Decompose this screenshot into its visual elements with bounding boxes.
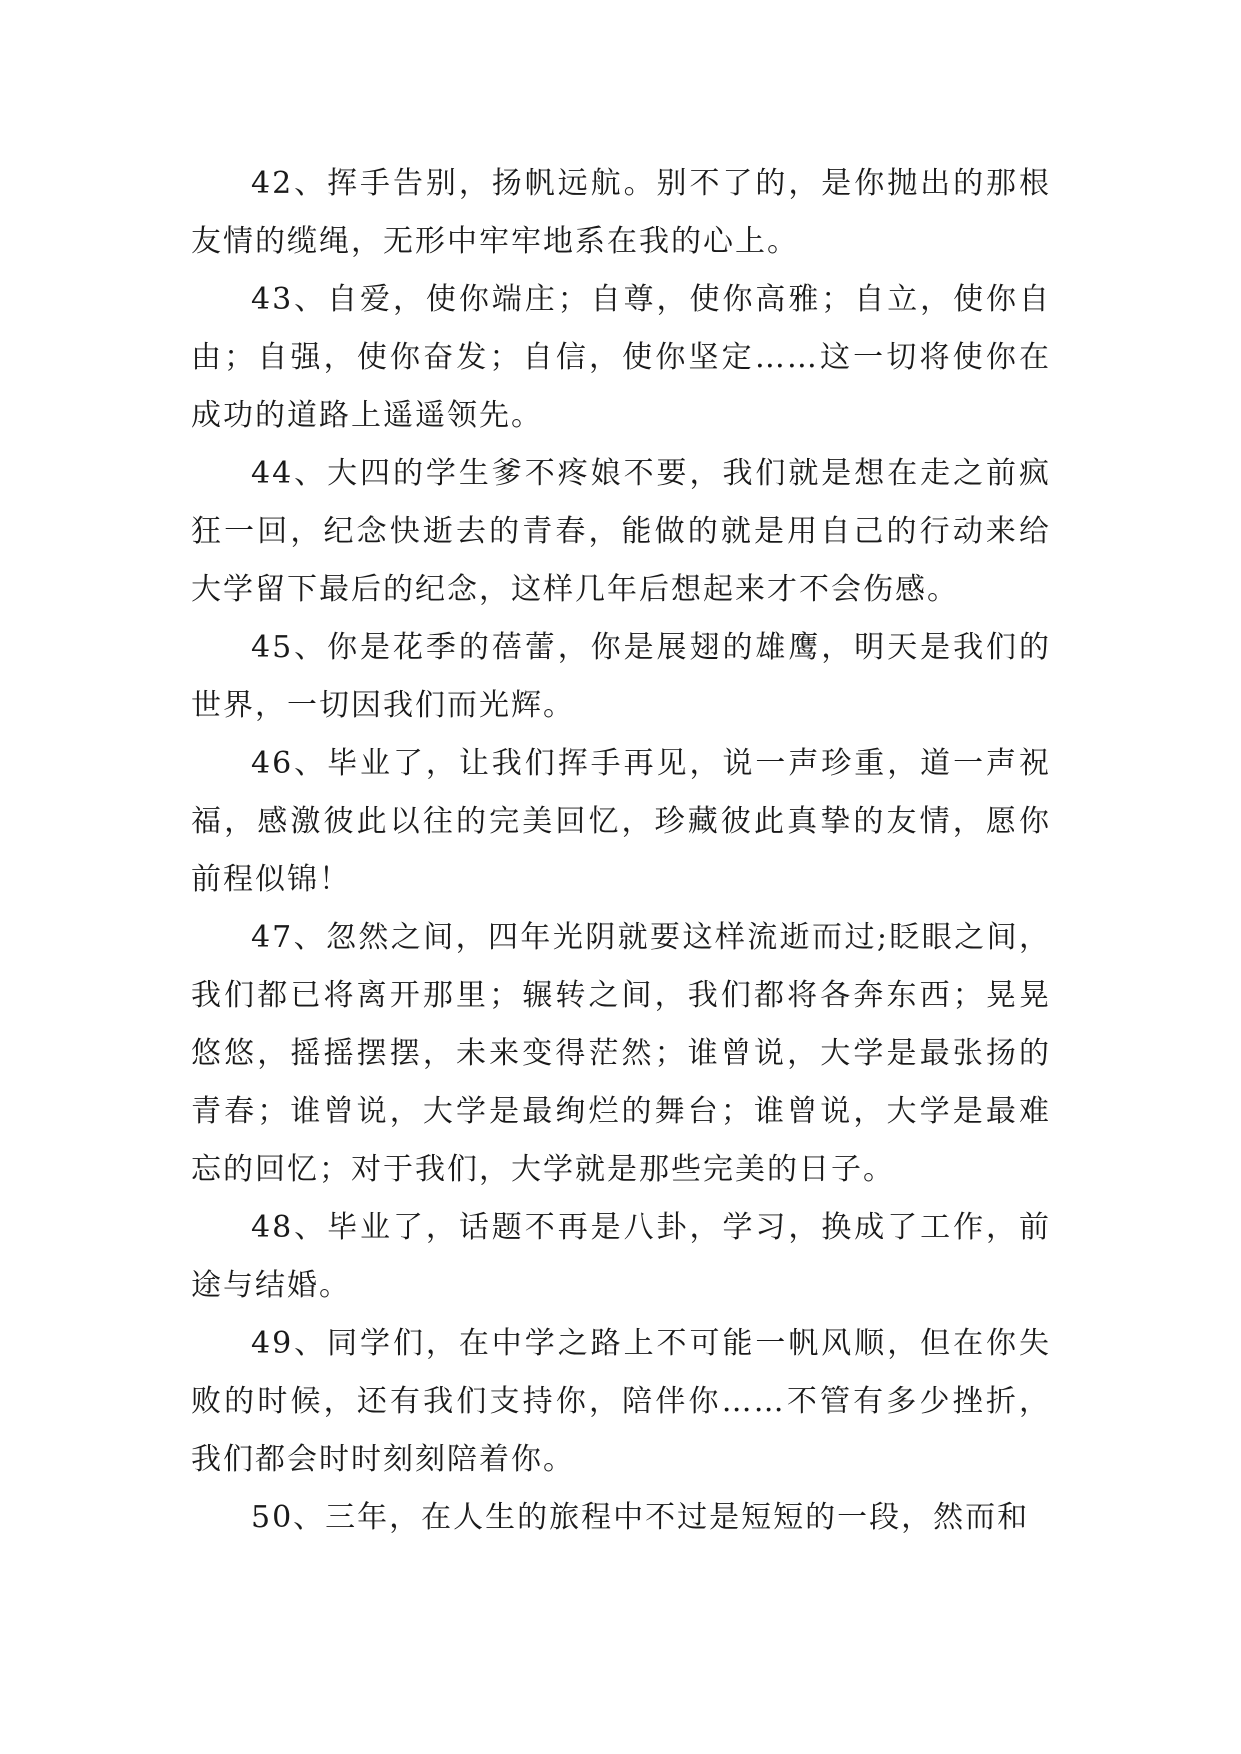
paragraph-45: 45、你是花季的蓓蕾，你是展翅的雄鹰，明天是我们的世界，一切因我们而光辉。	[191, 630, 1051, 723]
paragraph-50: 50、三年，在人生的旅程中不过是短短的一段，然而和	[251, 1500, 1030, 1535]
paragraph-42: 42、挥手告别，扬帆远航。别不了的，是你抛出的那根友情的缆绳，无形中牢牢地系在我的心上。	[191, 166, 1051, 259]
document-body	[191, 155, 1051, 1547]
paragraph-49: 49、同学们，在中学之路上不可能一帆风顺，但在你失败的时候，还有我们支持你，陪伴你……不管有多少挫折，我们都会时时刻刻陪着你。	[191, 1326, 1051, 1477]
paragraph-43: 43、自爱，使你端庄；自尊，使你高雅；自立，使你自由；自强，使你奋发；自信，使你坚定……这一切将使你在成功的道路上遥遥领先。	[191, 282, 1051, 433]
paragraph-44: 44、大四的学生爹不疼娘不要，我们就是想在走之前疯狂一回，纪念快逝去的青春，能做的就是用自己的行动来给大学留下最后的纪念，这样几年后想起来才不会伤感。	[191, 456, 1051, 607]
paragraph-47: 47、忽然之间，四年光阴就要这样流逝而过;眨眼之间，我们都已将离开那里；辗转之间，我们都将各奔东西；晃晃悠悠，摇摇摆摆，未来变得茫然；谁曾说，大学是最张扬的青春；谁曾说，大学是最绚烂的舞台；谁曾说，大学是最难忘的回忆；对于我们，大学就是那些完美的日子。	[191, 920, 1051, 1187]
paragraph-46: 46、毕业了，让我们挥手再见，说一声珍重，道一声祝福，感激彼此以往的完美回忆，珍藏彼此真挚的友情，愿你前程似锦！	[191, 746, 1051, 897]
paragraph-48: 48、毕业了，话题不再是八卦，学习，换成了工作，前途与结婚。	[191, 1210, 1051, 1303]
